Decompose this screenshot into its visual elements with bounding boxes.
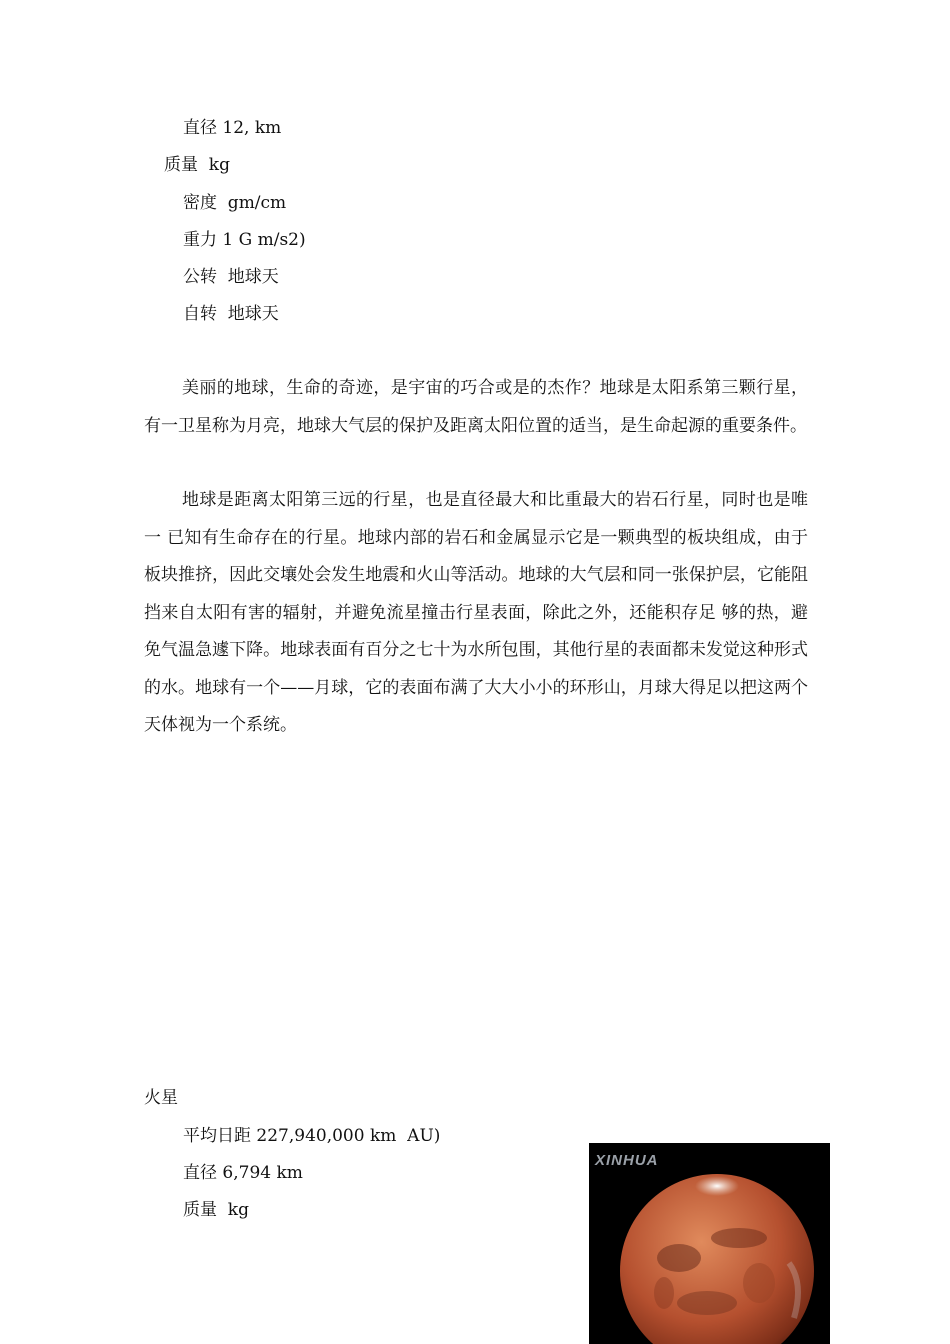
mars-diameter: 直径 6,794 km xyxy=(183,1163,303,1183)
earth-rotation: 自转 地球天 xyxy=(183,304,279,324)
mars-heading: 火星 xyxy=(144,1088,178,1108)
earth-paragraph-2: 地球是距离太阳第三远的行星，也是直径最大和比重最大的岩石行星，同时也是唯一 已知有生命存在的行星。地球内部的岩石和金属显示它是一颗典型的板块组成，由于板块推挤，因此交壤处会发生地震和火山等活动。地球的大气层和同一张保护层，它能阻挡来自太阳有害的辐射，并避免流星撞击行星表面，除此之外，还能积存足 够的热，避免气温急遽下降。地球表面有百分之七十为水所包围，其他行星的表面都未发觉这种形式的水。地球有一个——月球，它的表面布满了大大小小的环形山，月球大得足以把这两个天体视为一个系统。 xyxy=(144,490,808,735)
earth-mass: 质量 kg xyxy=(164,155,230,175)
earth-gravity: 重力 1 G m/s2) xyxy=(183,230,306,250)
earth-density: 密度 gm/cm xyxy=(183,193,287,213)
earth-paragraph-1: 美丽的地球，生命的奇迹，是宇宙的巧合或是的杰作？地球是太阳系第三颗行星，有一卫星称为月亮，地球大气层的保护及距离太阳位置的适当，是生命起源的重要条件。 xyxy=(144,378,808,436)
mars-mass: 质量 kg xyxy=(183,1200,249,1220)
xinhua-watermark: XINHUA xyxy=(595,1152,659,1169)
polar-cap xyxy=(695,1176,739,1196)
mars-planet-image xyxy=(589,1143,830,1344)
mars-globe xyxy=(620,1174,814,1344)
mars-photo xyxy=(589,1143,830,1344)
mars-mean-distance: 平均日距 227,940,000 km AU) xyxy=(183,1126,441,1146)
earth-diameter: 直径 12, km xyxy=(183,118,282,138)
earth-revolution: 公转 地球天 xyxy=(183,267,279,287)
